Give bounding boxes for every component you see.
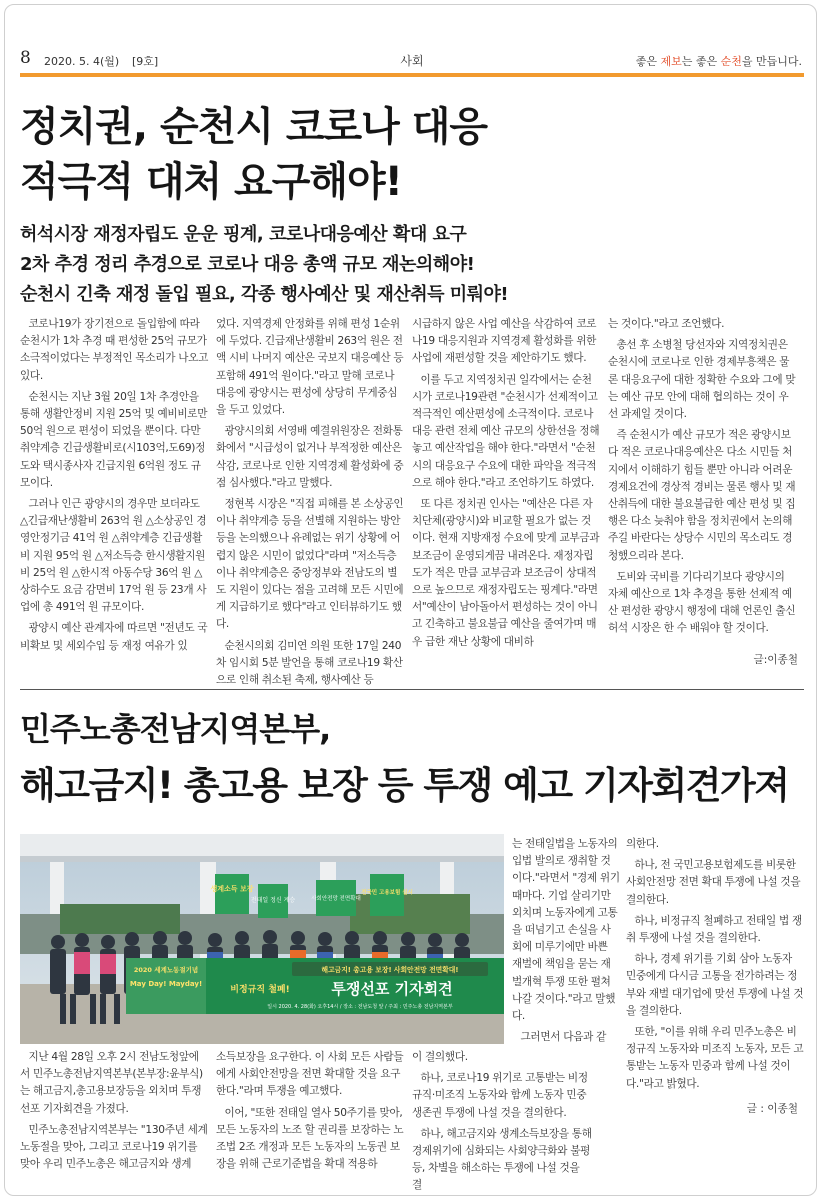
banner-main2-text: 비정규직 철폐! [230, 985, 290, 995]
banner-sub-text: 일시 2020. 4. 28(화) 오후14시 / 장소 : 전남도청 앞 / 주최 : 민주노총 전남지역본부 [267, 1004, 453, 1010]
sign-right-text: 전국민 고용보험 실시 [361, 890, 413, 896]
issue-date: 2020. 5. 4(월) [44, 55, 120, 68]
article1-column-1: 코로나19가 장기전으로 돌입함에 따라 순천시가 1차 추경 때 편성한 25억 규모가 소극적이었다는 부정적인 목소리가 나오고 있다. 순천시는 지난 3월 20일 1차 추경안을 통해 생활안정비 지원 25억 및 예비비로만 50억 원으로 편성이 되었을 뿐이다. 다만 취약계층 긴급생활비로(시103억,도69)정도와 택시종사자 긴급지원 6억원 정도 규모이다. 그러나 인근 광양시의 경우만 보더라도 △긴급재난생활비 263억 원 △소상공인 경영안정기금 41억 원 △취약계층 긴급생활비 지원 95억 원 △저소득층 한시생활지원비 25억 원 △한시적 아동수당 36억 원 △상하수도 요금 감면비 17억 원 등 23개 사업에 총 491억 원 규모이다. 광양시 예산 관계자에 따르면 "전년도 국비확보 및 세외수입 등 재정 여유가 있 [20, 318, 209, 652]
article1-body [20, 316, 796, 693]
article2-headline-line2: 해고금지! 총고용 보장 등 투쟁 예고 기자회견가져 [20, 764, 789, 807]
press-conference-photo [20, 834, 504, 1044]
article-divider [20, 689, 804, 690]
banner-mayday-text: May Day! Mayday! [129, 980, 203, 988]
article1-byline: 글:이종철 [753, 654, 798, 666]
article2-column-2: 소득보장을 요구한다. 이 사회 모든 사람들에게 사회안전망을 전면 확대할 것을 요구한다."라며 투쟁을 예고했다. 이어, "또한 전태일 열사 50주기를 맞아, 모든 노동자의 노조 할 권리를 보장하는 노조법 2조 개정과 모든 노동자의 노동권 보장을 위해 근로기준법을 확대 적용하 [216, 1051, 404, 1171]
sign-mid2-text: 사회안전망 전면확대 [311, 896, 361, 902]
issue-number: [9호] [132, 55, 159, 68]
article1-column-4: 는 것이다."라고 조언했다. 총선 후 소병철 당선자와 지역정치권은 순천시에 코로나로 인한 경제부흥책은 물론 대응요구에 대한 정확한 수요와 그에 맞는 예산 규모 안에 대해 협의하는 것이 우선 과제일 것이다. 즉 순천시가 예산 규모가 적은 광양시보다 적은 코로나대응예산은 다소 시민들 처지에서 이해하기 힘들 뿐만 아니라 어려운 경제요건에 경상적 경비는 물론 행사 및 재산취득에 대한 불요불급한 예산 편성 및 집행은 다소 늦춰야 함을 정치권에서 논의해주길 바란다는 상당수 시민의 목소리도 경청했으리라 본다. 도비와 국비를 기다리기보다 광양시의 자체 예산으로 1차 추경을 통한 선제적 예산 편성한 광양시 행정에 대해 언론인 출신 허석 시장은 한 수 배워야 할 것이다. [608, 318, 796, 635]
sign-left-text: 생계소득 보장 [210, 885, 254, 893]
article2-byline: 글 : 이종철 [746, 1103, 798, 1115]
photo-illustration [20, 834, 504, 1044]
header-rule [20, 73, 804, 77]
subhead: 순천시 긴축 재정 돌입 필요, 각종 행사예산 및 재산취득 미뤄야! [20, 284, 509, 305]
article2-right-column: 의한다. 하나, 전 국민고용보험제도를 비롯한 사회안전망 전면 확대 투쟁에 나설 것을 결의한다. 하나, 비정규직 철폐하고 전태일 법 쟁취 투쟁에 나설 것을 결의한다. 하나, 경제 위기를 기회 삼아 노동자 민중에게 다시금 고통을 전가하려는 정부와 재벌 대기업에 맞선 투쟁에 나설 것을 결의한다. 또한, "이를 위해 우리 민주노총은 비정규직 노동자와 미조직 노동자, 모든 고통받는 노동자 민중과 함께 나설 것이다."라고 밝혔다. [626, 838, 804, 1090]
page-number: 8 [20, 48, 31, 68]
newspaper-page [20, 46, 804, 1192]
slogan: 좋은 제보는 좋은 순천을 만듭니다. [635, 55, 802, 68]
banner-main1-text: 해고금지! 총고용 보장! 사회안전망 전면확대! [321, 966, 459, 974]
banner-top-text: 2020 세계노동절기념 [133, 966, 199, 974]
article2-column-1: 지난 4월 28일 오후 2시 전남도청앞에서 민주노총전남지역본부(본부장:윤부식)는 해고금지,총고용보장등을 외치며 투쟁선포 기자회견을 가졌다. 민주노총전남지역본부는 "130주년 세계 노동절을 맞아, 그리고 코로나19 위기를 맞아 우리 민주노총은 해고금지와 생계 [20, 1051, 208, 1171]
article2-body [20, 1049, 592, 1199]
page-header [20, 46, 804, 76]
article2-headline-line1: 민주노총전남지역본부, [20, 710, 331, 748]
subhead: 2차 추경 정리 추경으로 코로나 대응 총액 규모 재논의해야! [20, 254, 475, 275]
banner-big-text: 투쟁선포 기자회견 [331, 980, 453, 998]
subhead: 허석시장 재정자립도 운운 핑계, 코로나대응예산 확대 요구 [20, 224, 467, 245]
article2-narrow-column: 는 전태일법을 노동자의 입법 발의로 쟁취할 것이다."라면서 "경제 위기 때마다. 기업 살리기만 외치며 노동자에게 고통을 떠넘기고 손실을 사회에 미루기에만 바쁜 재벌에 책임을 묻는 재벌개혁 투쟁 또한 펼쳐나갈 것이다."라고 말했다. 그러면서 다음과 같 [512, 838, 620, 1044]
article1-subheads [20, 220, 804, 310]
section-name: 사회 [400, 54, 424, 68]
sign-mid1-text: 전태일 정신 계승 [250, 897, 296, 904]
article1-column-3: 시급하지 않은 사업 예산을 삭감하여 코로나19 대응지원과 지역경제 활성화를 위한 사업에 재편성할 것을 제안하기도 했다. 이를 두고 지역정치권 일각에서는 순천시가 코로나19관련 "순천시가 선제적이고 적극적인 예산편성에 소극적이다. 코로나 대응 관련 전체 예산 규모의 상한선을 정해 놓고 예산작업을 해야 한다."라면서 "순천시의 대응요구 수요에 대한 파악을 적극적으로 해야 한다."라고 조언하기도 하였다. 또 다른 정치권 인사는 "예산은 다른 자치단체(광양시)와 비교할 필요가 없는 것이다. 현재 지방재정 수요에 맞게 교부금과 보조금이 운영되게끔 내려온다. 재정자립도가 적은 만큼 교부금과 보조금이 상대적으로 높으므로 재정자립도는 핑계다."라면서"예산이 남아돌아서 편성하는 것이 아니고 긴축하고 불요불급 예산을 줄여가며 매우 급한 재난 상황에 대비하 [412, 318, 600, 648]
article1-headline: 정치권, 순천시 코로나 대응 적극적 대처 요구해야! [20, 104, 488, 205]
article1-column-2: 었다. 지역경제 안정화를 위해 편성 1순위에 두었다. 긴급재난생활비 263억 원은 전액 시비 나머지 예산은 국보지 대응예산 등 포함해 491억 원이다."라고 말해 코로나 대응에 광양시는 편성에 상당히 무게중심을 두고 있었다. 광양시의회 서영배 예결위원장은 전화통화에서 "시급성이 없거나 부적정한 예산은 삭감, 코로나로 인한 지역경제 활성화에 중점 심사했다."라고 말했다. 정현복 시장은 "직접 피해를 본 소상공인이나 취약계층 등을 선별해 지원하는 방안 등을 논의했으나 유례없는 위기 상황에 어렵지 않은 시민이 없었다"라며 "저소득층이나 취약계층은 중앙정부와 전남도의 별도 지원이 있다는 점을 고려해 모든 시민에게 지급하기로 했다"라고 인터뷰하기도 했다. 순천시의회 김미연 의원 또한 17일 240차 임시회 5분 발언을 통해 코로나19 확산으로 인해 취소된 축제, 행사예산 등 [216, 318, 404, 687]
article2-column-3: 이 결의했다. 하나, 코로나19 위기로 고통받는 비정규직·미조직 노동자와 함께 노동자 민중 생존권 투쟁에 나설 것을 결의한다. 하나, 해고금지와 생계소득보장을 통해 경제위기에 심화되는 사회양극화와 불평등, 차별을 해소하는 투쟁에 나설 것을 결 [412, 1051, 592, 1192]
